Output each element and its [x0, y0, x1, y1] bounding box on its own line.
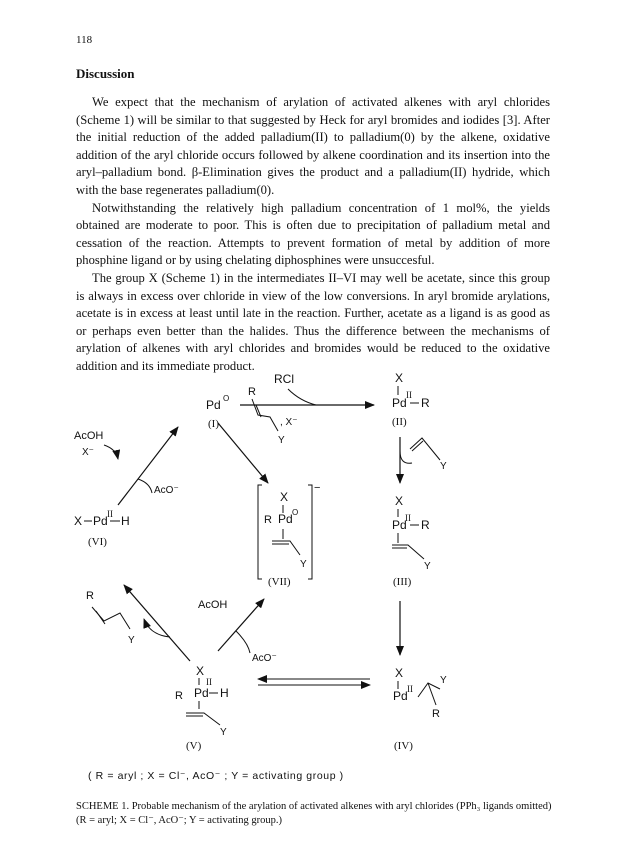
y-group: Y [278, 435, 285, 446]
x-ligand: X [395, 371, 404, 385]
x-ligand: X [280, 490, 289, 504]
pd-label: Pd [93, 514, 108, 528]
r-group: R [421, 396, 430, 410]
pd-label: Pd [392, 518, 407, 532]
label-VII: (VII) [268, 576, 291, 588]
equilibrium-arrows [258, 679, 370, 685]
acoh-label: AcOH [74, 430, 104, 442]
x-ligand: X [196, 664, 205, 678]
hydride: H [220, 686, 229, 700]
label-VI: (VI) [88, 536, 107, 548]
oxidation-state: II [406, 390, 412, 400]
species-IV [393, 666, 447, 752]
scheme-caption: SCHEME 1. Probable mechanism of the arylation of activated alkenes with aryl chlorides (PPh₃ ligands omitted) (R = aryl; X = Cl⁻, AcO⁻; Y = activating group.) [76, 801, 552, 826]
paragraph: The group X (Scheme 1) in the intermediates II–VI may well be acetate, since this group is always in excess over chloride in view of the low conversions. In aryl bromide arylations, acetate is in excess at least until late in the reaction. Further, acetate as a ligand is as good as or perhaps even better than the halides. Thus the difference between the mechanisms of arylation of alkenes with aryl chlorides and bromides would be reduced to the oxidative addition and its immediate product. [76, 270, 550, 373]
x-ligand: X [74, 514, 83, 528]
oxidation-state: O [223, 394, 230, 403]
beta-elimination-arrow [86, 585, 190, 661]
r-group: R [86, 590, 94, 602]
paragraph: Notwithstanding the relatively high palladium concentration of 1 mol%, the yields obtained are moderate to poor. This is often due to precipitation of palladium metal and cessation of the reaction. Attempts to prevent formation of metal by addition of more phosphine ligand or by using chelating diphosphines were unsuccesful. [76, 200, 550, 268]
r-group: R [264, 514, 272, 526]
pd-label: Pd [194, 686, 209, 700]
species-VII [258, 482, 320, 588]
y-group: Y [300, 559, 307, 570]
oxidation-state: II [407, 684, 413, 694]
r-group: R [432, 708, 440, 720]
reaction-scheme [0, 365, 624, 765]
pd-label: Pd [392, 396, 407, 410]
label-II: (II) [392, 416, 407, 428]
x-minus-label: X⁻ [82, 447, 94, 458]
pd-label: Pd [393, 689, 408, 703]
alkene-coordination-arrow [400, 437, 447, 483]
label-V: (V) [186, 740, 202, 752]
pd-label: Pd [278, 512, 293, 526]
species-V [175, 664, 229, 752]
body-text [76, 94, 550, 376]
y-group: Y [424, 561, 431, 572]
scheme-legend: ( R = aryl ; X = Cl⁻, AcO⁻ ; Y = activating group ) [88, 770, 344, 782]
oxidative-addition-arrow [240, 372, 374, 405]
oxidation-state: O [292, 508, 299, 517]
base-exchange-arrow [198, 599, 277, 664]
aco-label: AcO⁻ [252, 653, 277, 664]
label-I: (I) [208, 418, 219, 430]
section-heading: Discussion [76, 66, 135, 81]
species-VI [74, 509, 130, 548]
hydride: H [121, 514, 130, 528]
species-I [206, 394, 229, 430]
oxidation-state: II [206, 677, 212, 687]
y-group: Y [440, 461, 447, 472]
aco-label: AcO⁻ [154, 485, 179, 496]
species-III [392, 494, 431, 588]
x-ligand: X [395, 494, 404, 508]
acoh-label: AcOH [198, 599, 228, 611]
x-minus-label: , X⁻ [280, 417, 298, 428]
charge-minus: − [314, 482, 321, 494]
paragraph: We expect that the mechanism of arylation of activated alkenes with aryl chlorides (Scheme 1) will be similar to that suggested by Heck for aryl bromides and iodides [3]. After the initial reduction of the added palladium(II) to palladium(0) by the alkene, oxidative addition of the aryl chloride occurs followed by alkene coordination and its insertion into the aryl–palladium bond. β-Elimination gives the product and a palladium(II) hydride, which with the base regenerates palladium(0). [76, 95, 550, 197]
label-IV: (IV) [394, 740, 413, 752]
label-III: (III) [393, 576, 412, 588]
alkene-addition-arrow [218, 386, 298, 483]
r-group: R [421, 518, 430, 532]
y-group: Y [128, 635, 135, 646]
species-II [392, 371, 430, 428]
r-group: R [248, 386, 256, 398]
pd-label: Pd [206, 398, 221, 412]
page-number: 118 [76, 34, 93, 46]
r-group: R [175, 690, 183, 702]
oxidation-state: II [405, 513, 411, 523]
oxidation-state: II [107, 509, 113, 519]
y-group: Y [440, 675, 447, 686]
x-ligand: X [395, 666, 404, 680]
rcl-label: RCl [274, 372, 294, 386]
y-group: Y [220, 727, 227, 738]
regeneration-arrow [74, 427, 179, 505]
